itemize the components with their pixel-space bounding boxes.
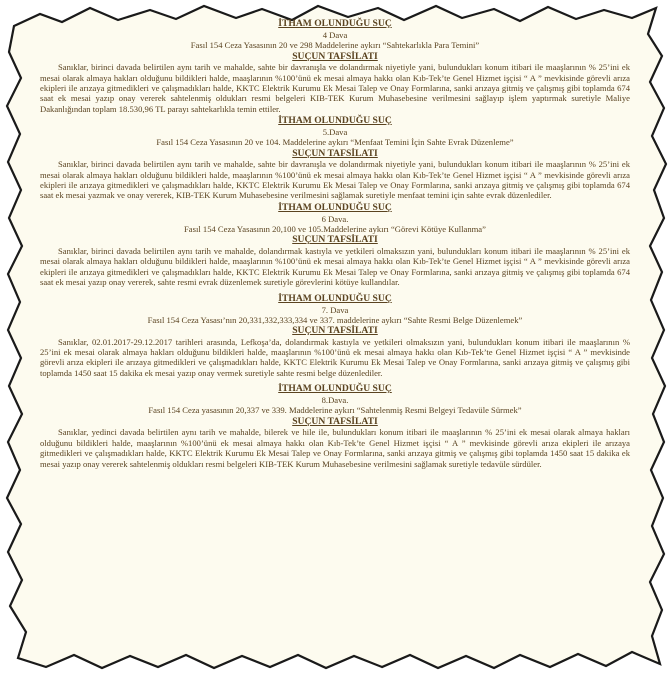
details-paragraph: Sanıklar, yedinci davada belirtilen aynı tarih ve mahalde, bilerek ve hile ile, bulundukları konum itibari ile maaşlarının % 25’ini ek mesai olarak almaya hakları olduğunu bildikleri halde, maaşlarının %100’ünü ek mesai almaya hakkı olan Kıb-Tek’te Genel Hizmet işçisi “ A ” mevkisinde görevli arıza ekipleri ile arızaya gitmedikleri ve çalışmadıkları halde, KKTC Elektrik Kurumu Ek Mesai Talep ve Onay Formlarına, sanki arızaya gitmiş ve çalışmış gibi toplamda 1450 saat 15 dakika ek mesai yazıp onay vererek sahtelenmiş oldukları resmi belgeleri KIB-TEK Kurum Muhasebesine verilmesini sağlamak suretiyle tedavüle sürdüler.: [40, 427, 630, 469]
details-heading: SUÇUN TAFSİLATI: [292, 234, 378, 246]
details-paragraph: Sanıklar, birinci davada belirtilen aynı tarih ve mahalde, dolandırmak kastıyla ve yetkileri olmaksızın yani, bulundukları konum itibari ile maaşlarının % 25’ini ek mesai olarak almaya hakları olduğunu bildikleri halde, maaşlarının %100’ünü ek mesai almaya hakkı olan Kıb-Tek’te Genel Hizmet işçisi “ A ” mevkisinde görevli arıza ekipleri ile arızaya gitmedikleri ve çalışmadıkları halde, KKTC Elektrik Kurumu Ek Mesai Talep ve Onay Formlarına, sanki arızaya gitmiş ve çalışmış gibi toplamda 674 saat ek mesai yazıp onay vererek, sahte resmi evrak düzenlemek suretiyle görevlerini kötüye kullandılar.: [40, 245, 630, 288]
indictment-text: [40, 18, 630, 658]
case-number: 8.Dava.: [321, 395, 349, 406]
details-heading: SUÇUN TAFSİLATI: [292, 50, 378, 62]
charge-statement: Fasıl 154 Ceza Yasasının 20,100 ve 105.Maddelerine aykırı “Görevi Kötüye Kullanma”: [184, 223, 486, 234]
charge-section-4: [40, 18, 630, 114]
section-title: İTHAM OLUNDUĞU SUÇ: [278, 292, 392, 304]
case-number: 6 Dava.: [321, 213, 349, 224]
details-heading: SUÇUN TAFSİLATI: [292, 325, 378, 337]
charge-section-8: [40, 383, 630, 469]
charge-section-5: [40, 115, 630, 201]
case-number: 5.Dava: [322, 127, 348, 138]
charge-section-6: [40, 202, 630, 288]
charge-statement: Fasıl 154 Ceza yasasının 20,337 ve 339. Maddelerine aykırı “Sahtelenmiş Resmi Belgeyi Tedavüle Sürmek”: [148, 405, 522, 416]
details-paragraph: Sanıklar, birinci davada belirtilen aynı tarih ve mahalde, sahte bir davranışla ve dolandırmak niyetiyle yani, bulundukları konum itibari ile maaşlarının % 25’ini ek mesai olarak almaya hakları olduğunu bildikleri halde, maaşlarının %100’ünü ek mesai almaya hakkı olan Kıb-Tek’te Genel Hizmet işçisi “ A ” mevkisinde görevli arıza ekipleri ile arızaya gitmedikleri ve çalışmadıkları halde, KKTC Elektrik Kurumu Ek Mesai Talep ve Onay Formlarına, sanki arızaya gitmiş ve çalışmış gibi toplamda 674 saat ek mesai yazmak ve onay vererek, KIB-TEK Kurum Muhasebesine verilmesini sağlamak suretiyle menfaat temini için sahte evrak düzenlediler.: [40, 159, 630, 201]
case-number: 7. Dava: [321, 304, 349, 315]
charge-section-7: [40, 293, 630, 379]
section-title: İTHAM OLUNDUĞU SUÇ: [278, 115, 392, 127]
details-heading: SUÇUN TAFSİLATI: [292, 415, 378, 427]
charge-statement: Fasıl 154 Ceza Yasasının 20 ve 104. Maddelerine aykırı “Menfaat Temini İçin Sahte Evrak Düzenleme”: [156, 137, 514, 148]
details-heading: SUÇUN TAFSİLATI: [292, 147, 378, 159]
section-title: İTHAM OLUNDUĞU SUÇ: [278, 18, 392, 29]
section-title: İTHAM OLUNDUĞU SUÇ: [278, 383, 392, 395]
case-number: 4 Dava: [322, 30, 348, 40]
section-title: İTHAM OLUNDUĞU SUÇ: [278, 201, 392, 213]
details-paragraph: Sanıklar, birinci davada belirtilen aynı tarih ve mahalde, sahte bir davranışla ve dolandırmak niyetiyle yani, bulundukları konum itibari ile maaşlarının % 25’ini ek mesai olarak almaya hakları olduğunu bildikleri halde, maaşlarının %100’ünü ek mesai almaya hakkı olan Kıb-Tek’te Genel Hizmet işçisi “ A ” mevkisinde görevli arıza ekipleri ile arızaya gitmedikleri ve çalışmadıkları halde, KKTC Elektrik Kurumu Ek Mesai Talep ve Onay Formlarına, sanki arızaya gitmiş ve çalışmış gibi toplamda 674 saat ek mesai yazıp onay vererek sahtelenmiş oldukları resmi belgeleri KIB-TEK Kurum Muhasebesine verilmesini sağlayıp işlem yaptırmak suretiyle Maliye Dakanlığından toplam 18.530,96 TL parayı sahtekarlıkla temin ettiler.: [40, 62, 630, 114]
charge-statement: Fasıl 154 Ceza Yasası’nın 20,331,332,333,334 ve 337. maddelerine aykırı “Sahte Resmi Belge Düzenlemek”: [147, 314, 523, 325]
details-paragraph: Sanıklar, 02.01.2017-29.12.2017 tarihleri arasında, Lefkoşa’da, dolandırmak kastıyla ve yetkileri olmaksızın yani, bulundukları konum itibari ile maaşlarının % 25’ini ek mesai olarak almaya hakları olduğunu bildikleri halde, maaşlarının %100’ünü ek mesai almaya hakkı olan Kıb-Tek’te Genel Hizmet işçisi “ A ” mevkisinde görevli arıza ekipleri ile arızaya gitmedikleri ve çalışmadıkları halde, KKTC Elektrik Kurumu Ek Mesai Talep ve Onay Formlarına, sanki arızaya gitmiş ve çalışmış gibi toplamda 1450 saat 15 dakika ek mesai yazıp onay vermek suretiyle sahte resmi belge düzenlediler.: [40, 336, 630, 378]
charge-statement: Fasıl 154 Ceza Yasasının 20 ve 298 Maddelerine aykırı “Sahtekarlıkla Para Temini”: [190, 40, 480, 50]
